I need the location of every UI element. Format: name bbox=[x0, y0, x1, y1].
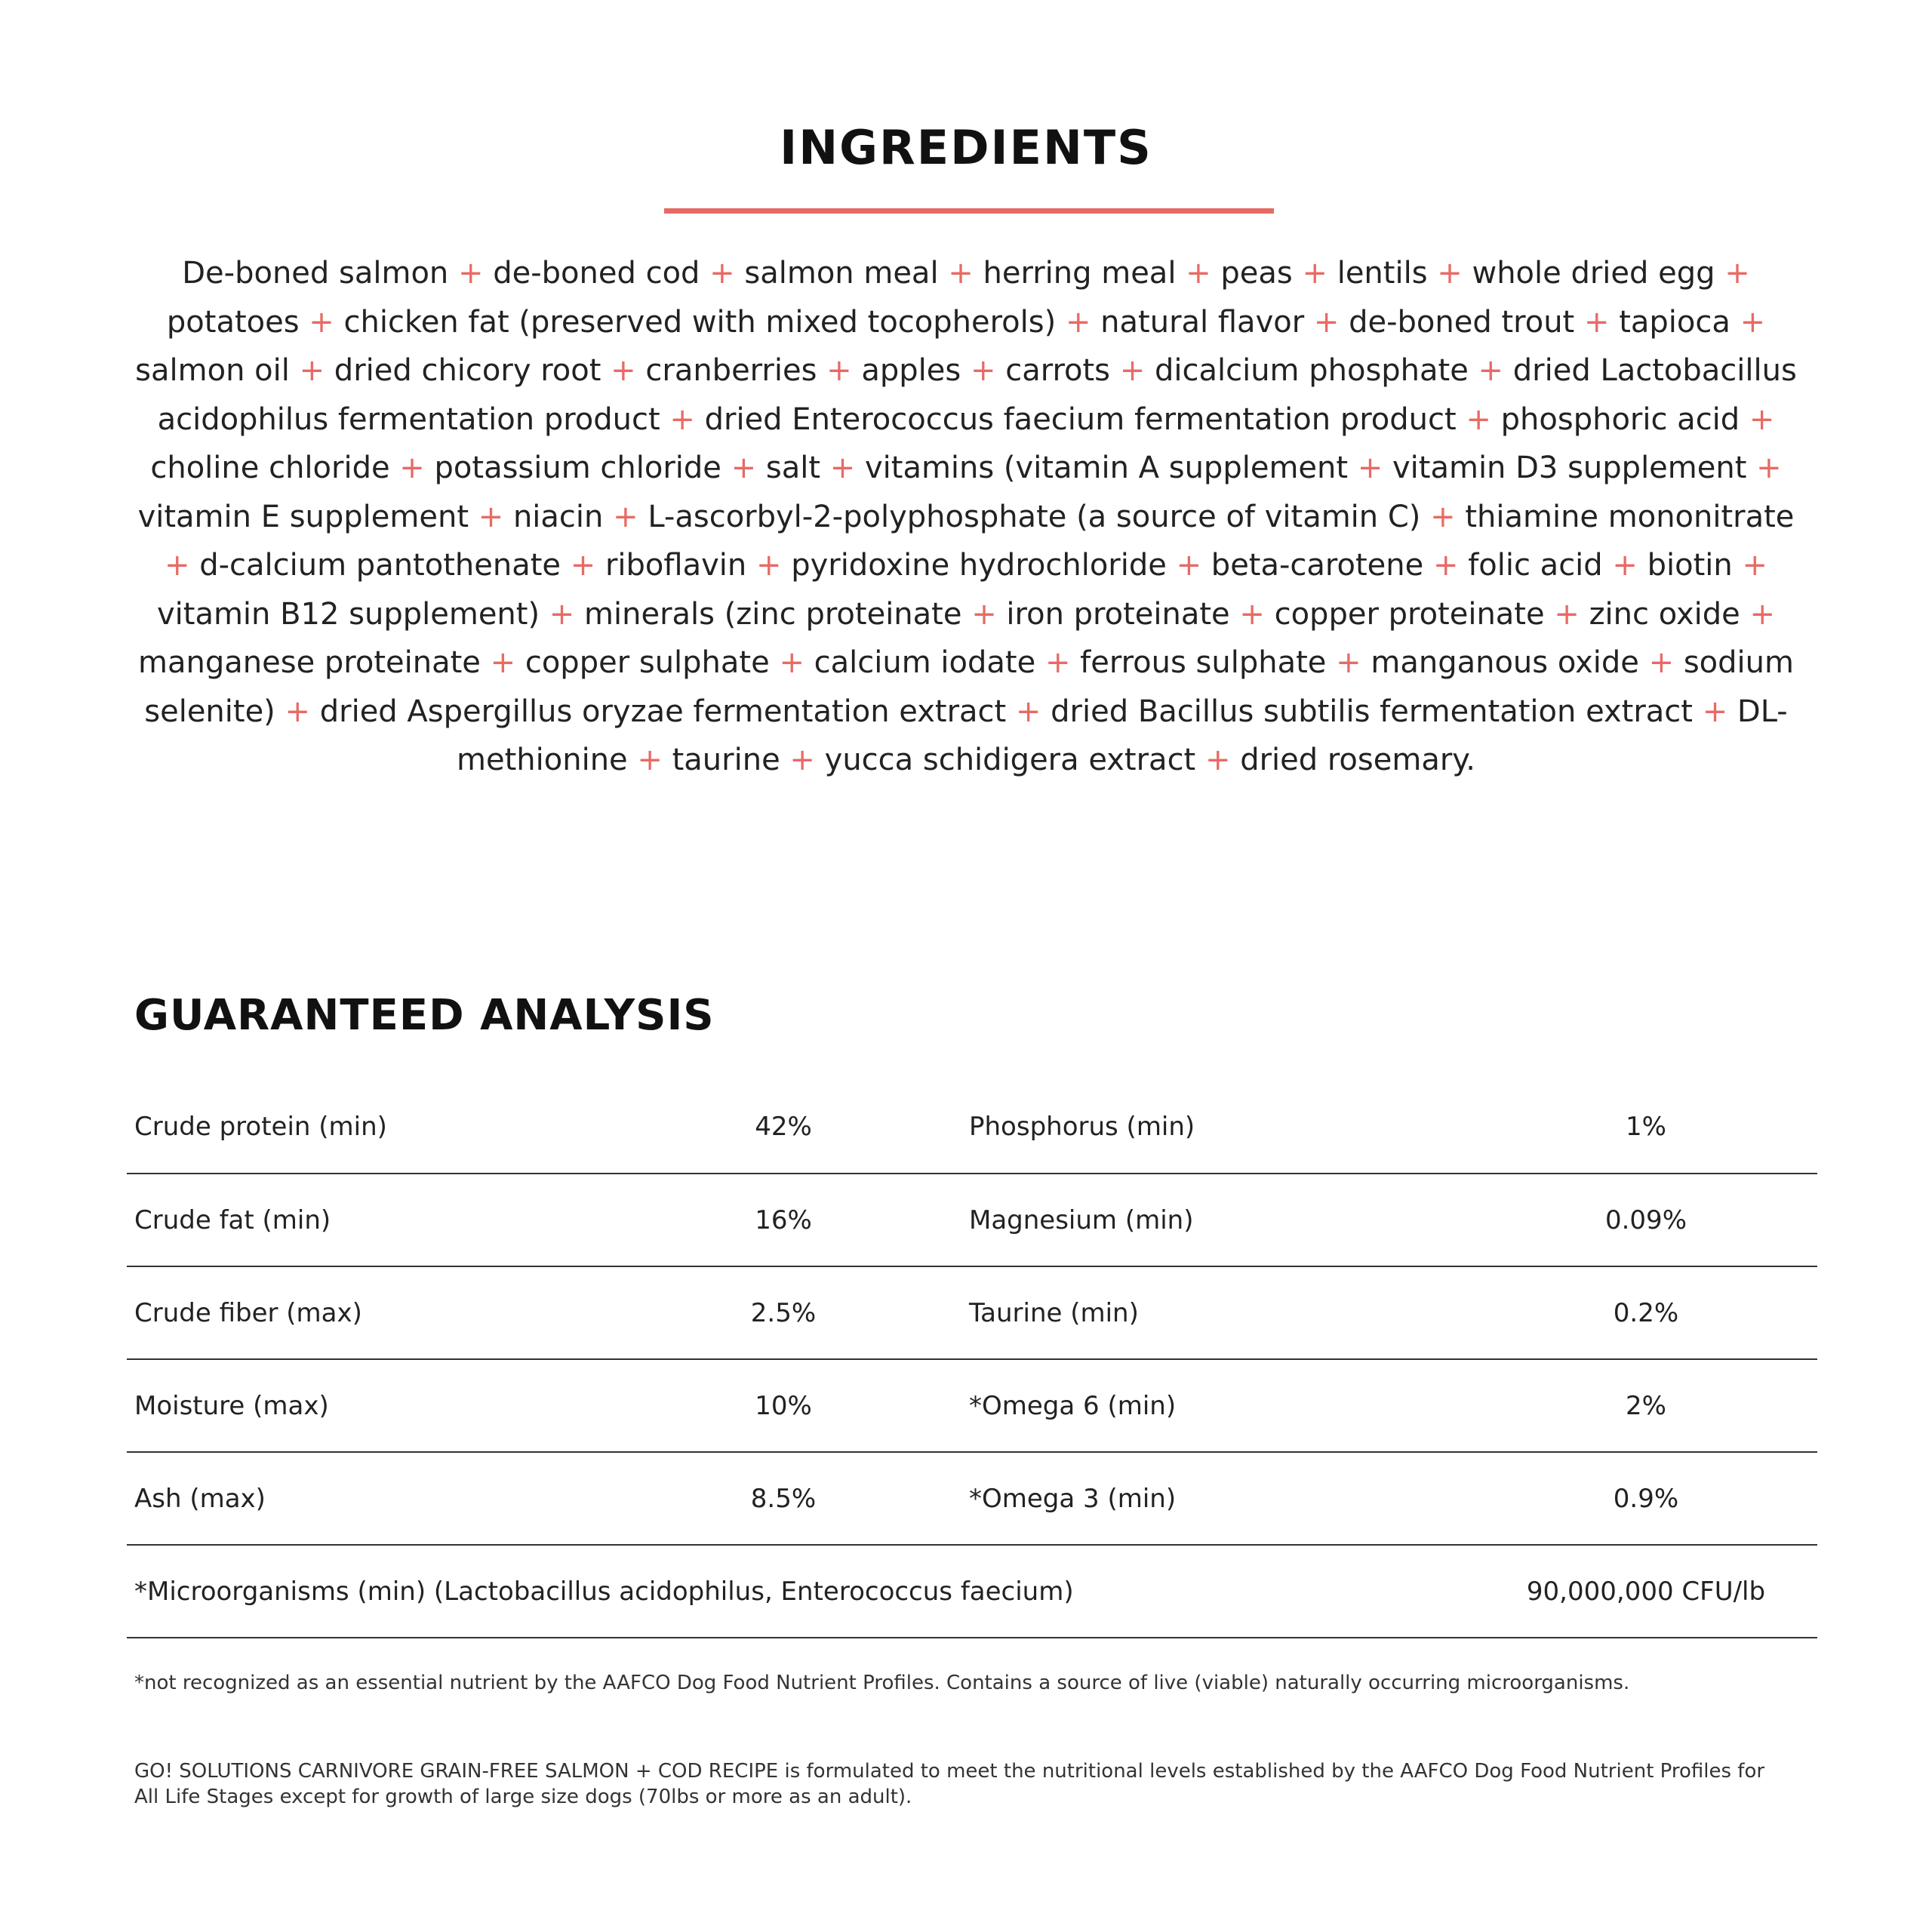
plus-separator: + bbox=[1583, 304, 1610, 340]
nutrient-value: 8.5% bbox=[750, 1483, 817, 1514]
plus-separator: + bbox=[731, 451, 757, 485]
plus-separator: + bbox=[1437, 256, 1463, 291]
ingredient-item bbox=[344, 305, 1057, 340]
analysis-row bbox=[127, 1266, 1817, 1359]
plus-separator: + bbox=[490, 645, 516, 680]
ingredient-item bbox=[157, 597, 540, 632]
ingredient-name: dried rosemary. bbox=[1240, 743, 1475, 777]
plus-separator: + bbox=[1065, 304, 1091, 340]
ingredient-name: cranberries bbox=[645, 353, 817, 388]
ingredient-name: de-boned cod bbox=[493, 256, 700, 291]
nutrient-value: 2.5% bbox=[750, 1297, 817, 1328]
ingredient-item bbox=[1211, 548, 1423, 583]
ingredient-item bbox=[1647, 548, 1733, 583]
ingredient-name: vitamin D3 supplement bbox=[1392, 451, 1747, 485]
ingredient-name: manganous oxide bbox=[1371, 645, 1639, 680]
ingredient-name: salmon meal bbox=[744, 256, 939, 291]
plus-separator: + bbox=[1724, 256, 1750, 291]
ingredient-item bbox=[1080, 645, 1326, 680]
plus-separator: + bbox=[779, 645, 804, 680]
plus-separator: + bbox=[309, 304, 334, 340]
ingredient-name: ferrous sulphate bbox=[1080, 645, 1327, 680]
ingredient-name: dried chicory root bbox=[334, 353, 601, 388]
nutrient-value: 10% bbox=[755, 1390, 812, 1421]
plus-separator: + bbox=[669, 401, 695, 437]
ingredient-name: carrots bbox=[1005, 353, 1111, 388]
ingredients-list bbox=[121, 249, 1811, 785]
nutrient-value: 0.2% bbox=[1613, 1297, 1679, 1328]
ingredient-item bbox=[182, 256, 448, 291]
ingredient-item bbox=[1468, 548, 1603, 583]
ingredient-item bbox=[1005, 353, 1110, 388]
ingredient-name: taurine bbox=[672, 743, 780, 777]
ingredient-name: dried Lactobacillus acidophilus fermentation product bbox=[157, 353, 1797, 437]
nutrient-label: Crude fiber (max) bbox=[134, 1297, 362, 1328]
ingredient-item bbox=[513, 500, 603, 534]
plus-separator: + bbox=[1740, 304, 1766, 340]
ingredient-name: lentils bbox=[1337, 256, 1428, 291]
ingredient-name: folic acid bbox=[1468, 548, 1603, 583]
nutrient-value: 0.9% bbox=[1613, 1483, 1679, 1514]
nutrient-label: Taurine (min) bbox=[969, 1297, 1139, 1328]
plus-separator: + bbox=[1466, 401, 1491, 437]
plus-separator: + bbox=[1749, 596, 1775, 632]
plus-separator: + bbox=[457, 256, 484, 291]
ingredient-name: dried Enterococcus faecium fermentation product bbox=[704, 401, 1457, 437]
nutrient-value: 1% bbox=[1626, 1112, 1666, 1142]
ingredient-item bbox=[672, 743, 780, 777]
microorganisms-row bbox=[127, 1545, 1817, 1638]
ingredient-name: pyridoxine hydrochloride bbox=[791, 548, 1167, 583]
ingredient-item bbox=[135, 353, 290, 388]
plus-separator: + bbox=[1336, 645, 1361, 680]
nutrient-label: *Omega 3 (min) bbox=[969, 1483, 1177, 1514]
ingredient-item bbox=[605, 548, 746, 583]
plus-separator: + bbox=[1554, 596, 1580, 632]
ingredient-name: biotin bbox=[1647, 548, 1733, 583]
plus-separator: + bbox=[1176, 548, 1202, 583]
plus-separator: + bbox=[1432, 548, 1459, 583]
ingredient-name: minerals (zinc proteinate bbox=[584, 596, 962, 632]
plus-separator: + bbox=[478, 499, 504, 534]
nutrient-label: *Omega 6 (min) bbox=[969, 1390, 1177, 1421]
plus-separator: + bbox=[1756, 451, 1782, 485]
plus-separator: + bbox=[755, 548, 782, 583]
analysis-title: GUARANTEED ANALYSIS bbox=[134, 991, 715, 1040]
analysis-table bbox=[127, 1081, 1817, 1638]
ingredient-item bbox=[744, 256, 938, 291]
ingredient-item bbox=[320, 694, 1006, 729]
ingredient-item bbox=[493, 256, 700, 291]
ingredient-name: salmon oil bbox=[135, 353, 290, 388]
ingredient-name: niacin bbox=[512, 499, 604, 534]
plus-separator: + bbox=[948, 256, 974, 291]
plus-separator: + bbox=[1648, 645, 1675, 680]
plus-separator: + bbox=[299, 353, 325, 388]
ingredient-name: phosphoric acid bbox=[1500, 401, 1740, 437]
analysis-row bbox=[127, 1174, 1817, 1266]
ingredient-item bbox=[1337, 256, 1428, 291]
ingredient-name: copper proteinate bbox=[1274, 596, 1545, 632]
ingredient-item bbox=[1589, 597, 1740, 632]
ingredient-name: DL-methionine bbox=[457, 694, 1788, 777]
ingredient-name: iron proteinate bbox=[1006, 596, 1230, 632]
ingredient-item bbox=[814, 645, 1036, 680]
ingredient-item bbox=[1275, 597, 1545, 632]
ingredient-item bbox=[791, 548, 1167, 583]
ingredient-name: thiamine mononitrate bbox=[1465, 499, 1795, 534]
nutrient-label: Crude fat (min) bbox=[134, 1204, 331, 1235]
ingredient-name: sodium selenite) bbox=[144, 645, 1794, 729]
plus-separator: + bbox=[1478, 353, 1504, 388]
ingredient-item bbox=[766, 451, 820, 485]
ingredient-name: tapioca bbox=[1619, 304, 1730, 340]
nutrient-value: 0.09% bbox=[1604, 1204, 1687, 1235]
ingredient-name: L-ascorbyl-2-polyphosphate (a source of vitamin C) bbox=[648, 499, 1421, 534]
plus-separator: + bbox=[613, 499, 638, 534]
nutrient-label: Moisture (max) bbox=[134, 1390, 329, 1421]
ingredient-name: manganese proteinate bbox=[138, 645, 481, 680]
ingredient-name: calcium iodate bbox=[814, 645, 1036, 680]
microorganisms-value: 90,000,000 CFU/lb bbox=[1526, 1576, 1766, 1607]
ingredient-name: d-calcium pantothenate bbox=[199, 548, 561, 583]
plus-separator: + bbox=[399, 451, 425, 485]
plus-separator: + bbox=[1742, 548, 1767, 583]
plus-separator: + bbox=[1186, 256, 1211, 291]
plus-separator: + bbox=[1313, 304, 1340, 340]
plus-separator: + bbox=[1357, 451, 1383, 485]
ingredient-item bbox=[584, 597, 961, 632]
plus-separator: + bbox=[971, 596, 997, 632]
ingredient-item bbox=[1619, 305, 1730, 340]
ingredient-name: zinc oxide bbox=[1589, 596, 1740, 632]
ingredient-item bbox=[138, 500, 469, 534]
ingredient-item bbox=[705, 402, 1457, 437]
title-underline bbox=[664, 208, 1274, 214]
ingredient-item bbox=[334, 353, 601, 388]
ingredient-item bbox=[865, 451, 1348, 485]
ingredient-item bbox=[1392, 451, 1746, 485]
footnote: *not recognized as an essential nutrient by the AAFCO Dog Food Nutrient Profiles. Contains a source of live (viable) naturally occurring microorganisms. bbox=[134, 1672, 1630, 1694]
ingredient-name: yucca schidigera extract bbox=[824, 743, 1196, 777]
ingredient-name: chicken fat (preserved with mixed tocopherols) bbox=[343, 304, 1057, 340]
aafco-statement: GO! SOLUTIONS CARNIVORE GRAIN-FREE SALMON + COD RECIPE is formulated to meet the nutritional levels established by the AAFCO Dog Food Nutrient Profiles for All Life Stages except for growth of large size dogs (70lbs or more as an adult). bbox=[134, 1760, 1765, 1808]
ingredient-name: De-boned salmon bbox=[182, 256, 449, 291]
ingredient-name: herring meal bbox=[983, 256, 1177, 291]
ingredient-name: riboflavin bbox=[605, 548, 747, 583]
plus-separator: + bbox=[1702, 694, 1728, 729]
ingredient-item bbox=[983, 256, 1177, 291]
ingredient-name: copper sulphate bbox=[525, 645, 770, 680]
ingredient-name: whole dried egg bbox=[1472, 256, 1715, 291]
ingredient-name: peas bbox=[1220, 256, 1293, 291]
plus-separator: + bbox=[611, 353, 636, 388]
analysis-row bbox=[127, 1081, 1817, 1174]
ingredient-name: dried Bacillus subtilis fermentation extract bbox=[1051, 694, 1693, 729]
ingredient-item bbox=[861, 353, 961, 388]
ingredient-item bbox=[525, 645, 770, 680]
plus-separator: + bbox=[164, 548, 190, 583]
plus-separator: + bbox=[789, 743, 815, 777]
ingredient-name: vitamin B12 supplement) bbox=[156, 596, 540, 632]
ingredient-name: salt bbox=[765, 451, 821, 485]
plus-separator: + bbox=[709, 256, 735, 291]
ingredient-item bbox=[150, 451, 389, 485]
plus-separator: + bbox=[829, 451, 856, 485]
ingredient-name: choline chloride bbox=[150, 451, 390, 485]
plus-separator: + bbox=[549, 596, 575, 632]
ingredient-item bbox=[1240, 743, 1475, 777]
ingredient-item bbox=[645, 353, 817, 388]
nutrient-value: 42% bbox=[755, 1112, 812, 1142]
nutrient-label: Magnesium (min) bbox=[969, 1204, 1194, 1235]
nutrient-value: 16% bbox=[755, 1204, 812, 1235]
ingredient-item bbox=[167, 305, 300, 340]
ingredient-item bbox=[138, 645, 481, 680]
ingredient-item bbox=[1220, 256, 1292, 291]
ingredient-item bbox=[1051, 694, 1693, 729]
ingredient-name: beta-carotene bbox=[1211, 548, 1424, 583]
plus-separator: + bbox=[1239, 596, 1265, 632]
plus-separator: + bbox=[826, 353, 852, 388]
plus-separator: + bbox=[570, 548, 596, 583]
ingredient-item bbox=[1349, 305, 1574, 340]
nutrient-value: 2% bbox=[1626, 1390, 1666, 1421]
ingredient-name: vitamins (vitamin A supplement bbox=[864, 451, 1349, 485]
ingredient-item bbox=[1155, 353, 1469, 388]
nutrient-label: Phosphorus (min) bbox=[969, 1112, 1195, 1142]
nutrient-label: Ash (max) bbox=[134, 1483, 266, 1514]
ingredient-item bbox=[199, 548, 561, 583]
ingredient-name: dried Aspergillus oryzae fermentation extract bbox=[319, 694, 1007, 729]
ingredient-name: dicalcium phosphate bbox=[1154, 353, 1469, 388]
nutrient-label: Crude protein (min) bbox=[134, 1112, 387, 1142]
ingredient-name: de-boned trout bbox=[1349, 304, 1575, 340]
plus-separator: + bbox=[1044, 645, 1071, 680]
ingredient-name: vitamin E supplement bbox=[137, 499, 469, 534]
plus-separator: + bbox=[637, 743, 663, 777]
microorganisms-label: *Microorganisms (min) (Lactobacillus acidophilus, Enterococcus faecium) bbox=[134, 1576, 1074, 1607]
plus-separator: + bbox=[970, 353, 996, 388]
plus-separator: + bbox=[1119, 353, 1146, 388]
ingredient-name: potatoes bbox=[166, 304, 300, 340]
ingredient-item bbox=[1472, 256, 1715, 291]
ingredient-item bbox=[1100, 305, 1304, 340]
ingredient-item bbox=[1465, 500, 1794, 534]
ingredient-item bbox=[825, 743, 1196, 777]
ingredient-item bbox=[1006, 597, 1229, 632]
plus-separator: + bbox=[1204, 743, 1231, 777]
plus-separator: + bbox=[1302, 256, 1327, 291]
plus-separator: + bbox=[285, 694, 311, 729]
plus-separator: + bbox=[1015, 694, 1041, 729]
ingredient-item bbox=[1371, 645, 1639, 680]
ingredient-name: potassium chloride bbox=[434, 451, 721, 485]
analysis-row bbox=[127, 1359, 1817, 1452]
plus-separator: + bbox=[1749, 401, 1775, 437]
ingredients-title: INGREDIENTS bbox=[780, 120, 1152, 175]
ingredient-name: apples bbox=[861, 353, 961, 388]
ingredient-item bbox=[435, 451, 721, 485]
analysis-row bbox=[127, 1452, 1817, 1545]
plus-separator: + bbox=[1612, 548, 1638, 583]
plus-separator: + bbox=[1430, 499, 1456, 534]
ingredient-item bbox=[1501, 402, 1740, 437]
ingredient-item bbox=[648, 500, 1420, 534]
ingredient-name: natural flavor bbox=[1100, 304, 1305, 340]
